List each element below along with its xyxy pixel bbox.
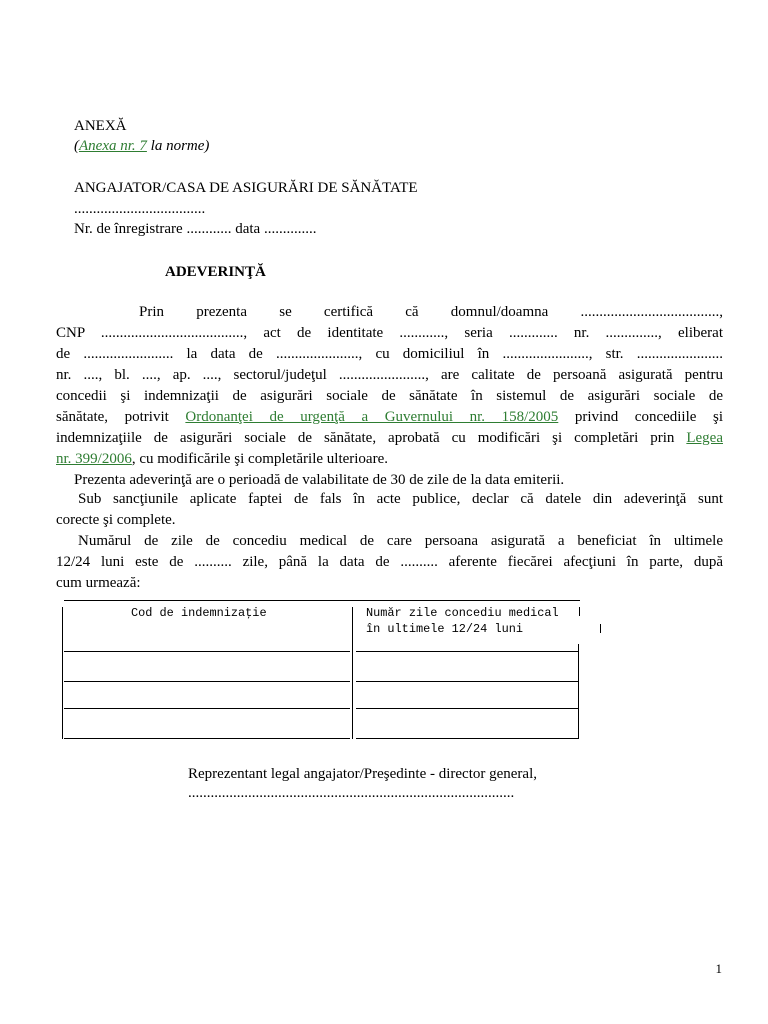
issuer-blank: ................................... [74, 201, 206, 217]
validity-paragraph: Prezenta adeverinţă are o perioadă de valabilitate de 30 de zile de la data emiterii. [74, 472, 565, 488]
para-line: Prin prezenta se certifică că domnul/doamna ....................................., [139, 304, 723, 320]
annex-7-link[interactable]: Anexa nr. 7 [79, 138, 147, 154]
table-header-code: Cod de indemnizaţie [131, 606, 267, 620]
document-title: ADEVERINŢĂ [165, 264, 266, 280]
para-line: indemnizaţiile de asigurări sociale de sănătate, aprobată cu modificări şi completări prin Legea [56, 430, 723, 446]
annex-ref-open: ( [74, 138, 79, 154]
para-line: CNP ......................................, act de identitate ............, seria ............. nr. .............., eliberat [56, 325, 723, 341]
para-line: de ........................ la data de ......................, cu domiciliul în ......................., str. ....................... [56, 346, 723, 362]
para-line: cum urmează: [56, 575, 141, 591]
signature-blank: ....................................................................................... [188, 785, 515, 801]
registration-line: Nr. de înregistrare ............ data .............. [74, 221, 317, 237]
para-line: concedii şi indemnizaţii de asigurări sociale de sănătate în sistemul de asigurări sociale de [56, 388, 723, 404]
para-line: 12/24 luni este de .......... zile, până la data de .......... aferente fiecărei afecţiuni în parte, după [56, 554, 723, 570]
issuer-heading: ANGAJATOR/CASA DE ASIGURĂRI DE SĂNĂTATE [74, 180, 418, 196]
para-line: nr. 399/2006, cu modificările şi completările ulterioare. [56, 451, 388, 467]
annex-title: ANEXĂ [74, 118, 127, 134]
para-line: Numărul de zile de concediu medical de care persoana asigurată a beneficiat în ultimele [78, 533, 723, 549]
table-header-days-line1: Număr zile concediu medical [366, 606, 559, 620]
para-line: sănătate, potrivit Ordonanţei de urgenţă a Guvernului nr. 158/2005 privind concediile şi [56, 409, 724, 425]
law-399-2006-link-part1[interactable]: Legea [686, 430, 723, 446]
ordinance-158-2005-link[interactable]: Ordonanţei de urgenţă a Guvernului nr. 158/2005 [185, 409, 559, 425]
law-399-2006-link-part2[interactable]: nr. 399/2006 [56, 451, 132, 467]
para-line: nr. ...., bl. ...., ap. ...., sectorul/judeţul ......................., are calitate de persoană asigurată pentru [56, 367, 723, 383]
table-header-days-line2: în ultimele 12/24 luni [366, 622, 523, 636]
annex-ref-rest: la norme) [146, 138, 210, 154]
para-line: corecte şi complete. [56, 512, 176, 528]
para-line: Sub sancţiunile aplicate faptei de fals în acte publice, declar că datele din adeverinţă sunt [78, 491, 723, 507]
page-number: 1 [715, 961, 722, 976]
signature-label: Reprezentant legal angajator/Preşedinte - director general, [188, 766, 537, 782]
